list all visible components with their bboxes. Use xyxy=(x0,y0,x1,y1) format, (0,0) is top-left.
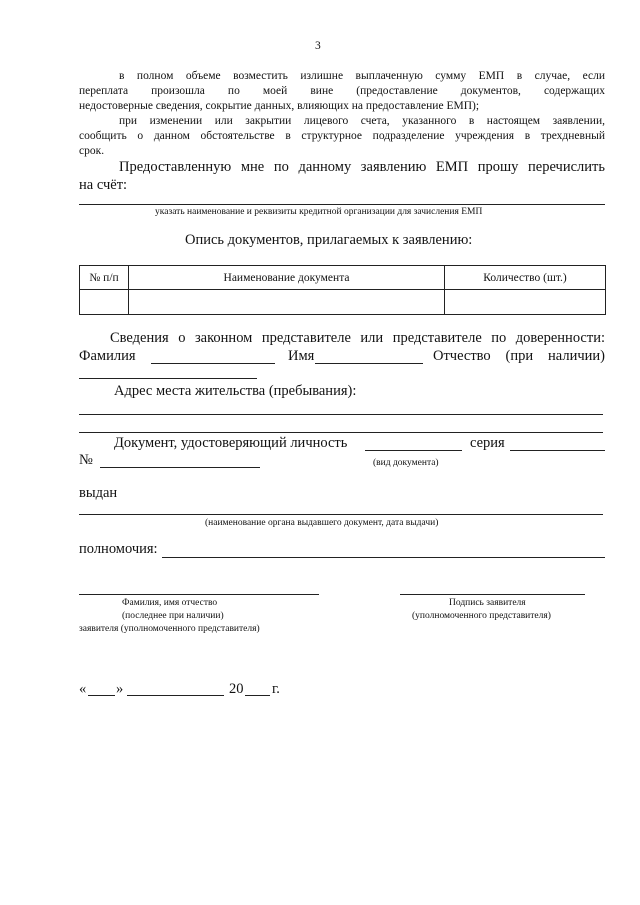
date-year-prefix: 20 xyxy=(229,681,244,697)
date-close-quote: » xyxy=(116,681,124,697)
bank-details-field[interactable] xyxy=(79,204,605,205)
inventory-title: Опись документов, прилагаемых к заявлению: xyxy=(185,232,473,248)
applicant-signature-field[interactable] xyxy=(400,594,585,595)
table-cell[interactable] xyxy=(445,290,606,315)
column-header: Количество (шт.) xyxy=(445,266,606,290)
transfer-request-text: Предоставленную мне по данному заявлению ЕМП прошу перечислить xyxy=(119,159,605,175)
transfer-request-text: на счёт: xyxy=(79,177,128,193)
issued-by-field[interactable] xyxy=(79,514,603,515)
authority-field[interactable] xyxy=(162,557,605,558)
representative-title: Сведения о законном представителе или представителе по доверенности: xyxy=(110,330,605,346)
signature-hint: (уполномоченного представителя) xyxy=(412,611,551,621)
table-row xyxy=(80,290,606,315)
applicant-name-hint: (последнее при наличии) xyxy=(122,611,224,621)
obligation-text-line: в полном объеме возместить излишне выплаченную сумму ЕМП в случае, если xyxy=(119,70,605,82)
table-cell[interactable] xyxy=(129,290,445,315)
applicant-name-field[interactable] xyxy=(79,594,319,595)
surname-field[interactable] xyxy=(151,363,275,364)
table-header-row xyxy=(80,266,606,290)
column-header: № п/п xyxy=(80,266,129,290)
applicant-name-hint: заявителя (уполномоченного представителя) xyxy=(79,624,260,634)
id-document-label: Документ, удостоверяющий личность xyxy=(114,435,348,451)
patronymic-label: Отчество (при наличии) xyxy=(433,348,605,364)
address-field-line2[interactable] xyxy=(79,432,603,433)
date-open-quote: « xyxy=(79,681,87,697)
obligation-text-line: сообщить о данном обстоятельстве в структурное подразделение учреждения в трехдневный xyxy=(79,130,605,142)
series-label: серия xyxy=(470,435,505,451)
series-field[interactable] xyxy=(510,450,605,451)
issuer-hint: (наименование органа выдавшего документ, дата выдачи) xyxy=(205,518,439,528)
number-field[interactable] xyxy=(100,467,260,468)
address-label: Адрес места жительства (пребывания): xyxy=(114,383,357,399)
number-label: № xyxy=(79,452,93,468)
name-label: Имя xyxy=(288,348,315,364)
address-field-line1[interactable] xyxy=(79,414,603,415)
signature-hint: Подпись заявителя xyxy=(449,598,526,608)
obligation-text-line: при изменении или закрытии лицевого счета, указанного в настоящем заявлении, xyxy=(119,115,605,127)
id-document-type-field[interactable] xyxy=(365,450,462,451)
page-number: 3 xyxy=(315,40,321,52)
issued-by-label: выдан xyxy=(79,485,118,501)
table-cell[interactable] xyxy=(80,290,129,315)
document-type-hint: (вид документа) xyxy=(373,458,439,468)
applicant-name-hint: Фамилия, имя отчество xyxy=(122,598,218,608)
column-header: Наименование документа xyxy=(129,266,445,290)
authority-label: полномочия: xyxy=(79,541,158,557)
date-day-field[interactable] xyxy=(88,695,115,696)
documents-table xyxy=(79,265,606,315)
obligation-text-line: переплата произошла по моей вине (предоставление документов, содержащих xyxy=(79,85,605,97)
patronymic-field[interactable] xyxy=(79,378,257,379)
obligation-text-line: недостоверные сведения, сокрытие данных, влияющих на предоставление ЕМП); xyxy=(79,100,480,112)
name-field[interactable] xyxy=(315,363,423,364)
obligation-text-line: срок. xyxy=(79,145,105,157)
bank-details-hint: указать наименование и реквизиты кредитной организации для зачисления ЕМП xyxy=(155,207,483,217)
date-year-field[interactable] xyxy=(245,695,270,696)
date-month-field[interactable] xyxy=(127,695,224,696)
surname-label: Фамилия xyxy=(79,348,136,364)
date-year-suffix: г. xyxy=(272,681,280,697)
